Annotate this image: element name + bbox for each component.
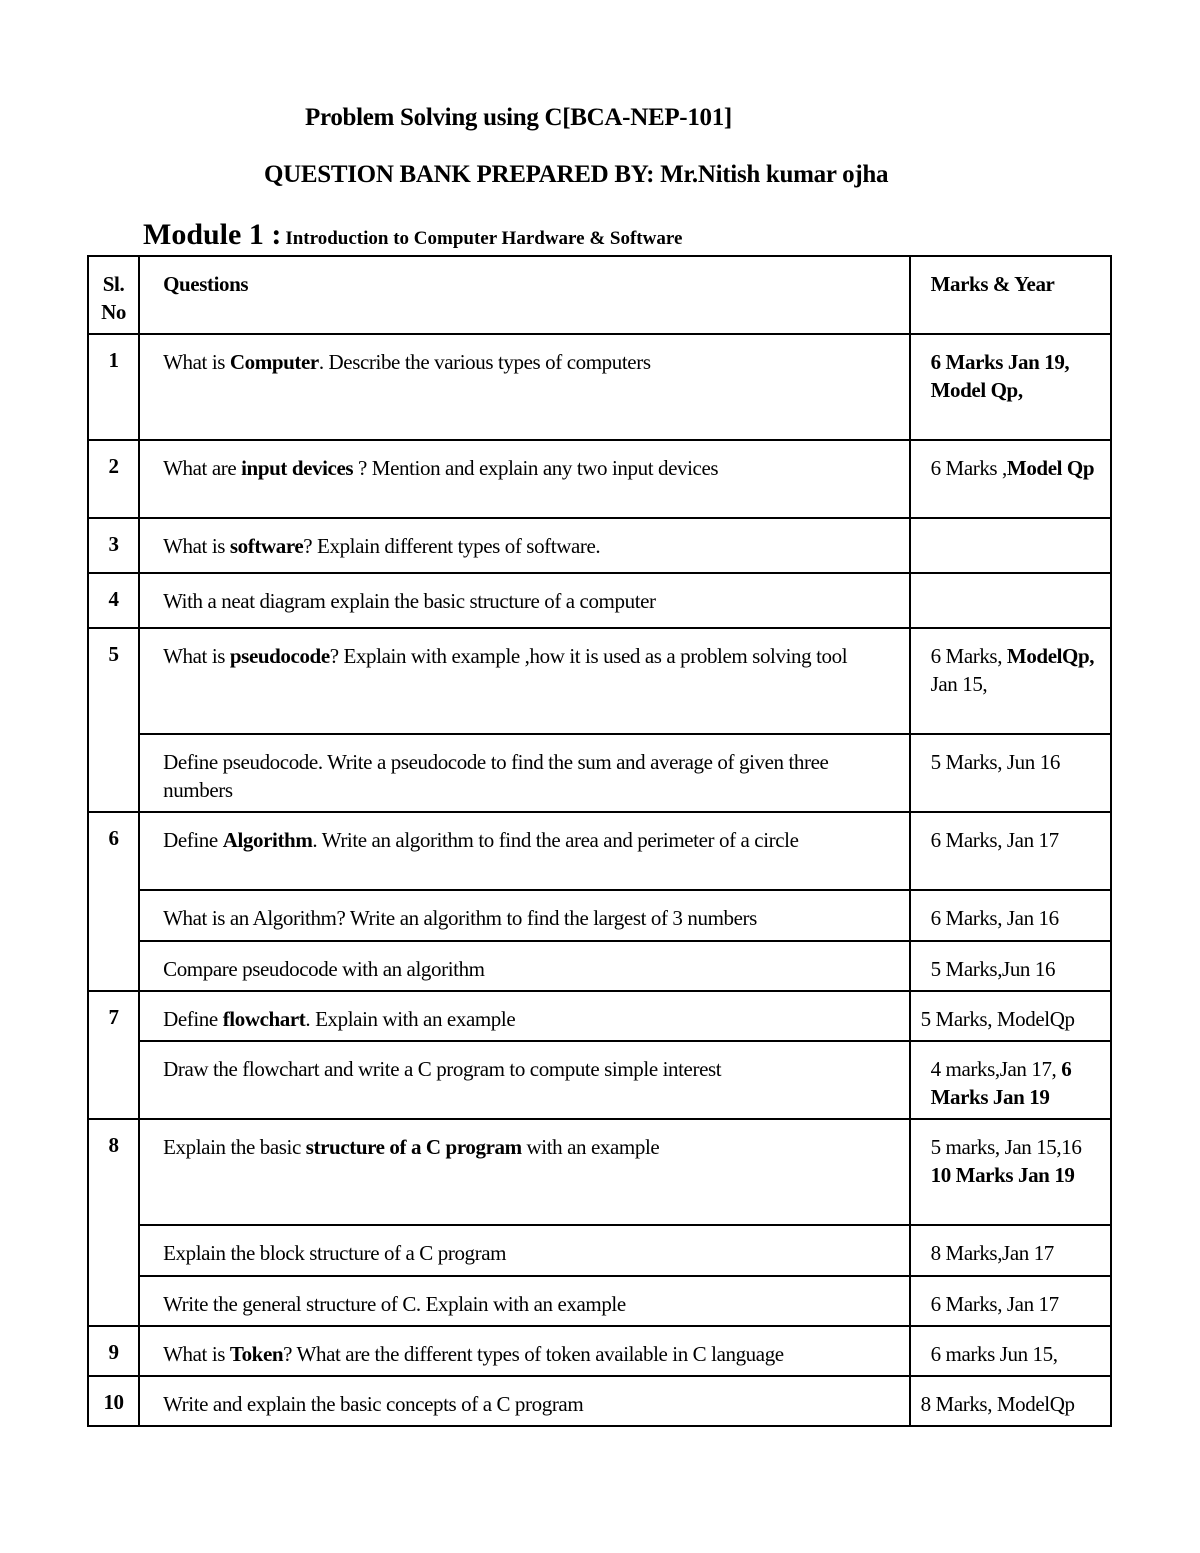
question-cell: Write the general structure of C. Explain with an example [139,1276,910,1326]
question-cell: What are input devices ? Mention and explain any two input devices [139,440,910,518]
module-title: Introduction to Computer Hardware & Software [285,228,683,249]
module-label: Module 1 : [143,218,282,251]
marks-cell: 5 marks, Jan 15,16 10 Marks Jan 19 [910,1119,1111,1225]
question-cell: With a neat diagram explain the basic structure of a computer [139,573,910,628]
question-cell: Define Algorithm. Write an algorithm to find the area and perimeter of a circle [139,812,910,890]
table-row [88,1225,1111,1276]
table-row [88,440,1111,518]
table-row [88,1119,1111,1225]
table-row [88,1326,1111,1376]
table-row [88,628,1111,734]
question-cell: What is an Algorithm? Write an algorithm to find the largest of 3 numbers [139,890,910,941]
document-title: Problem Solving using C[BCA-NEP-101] [305,104,732,131]
document-subtitle: QUESTION BANK PREPARED BY: Mr.Nitish kumar ojha [264,161,889,188]
question-cell: Write and explain the basic concepts of a C program [139,1376,910,1426]
question-cell: Define flowchart. Explain with an example [139,991,910,1041]
marks-cell: 5 Marks, ModelQp [910,991,1111,1041]
question-cell: What is software? Explain different types of software. [139,518,910,573]
marks-cell [910,573,1111,628]
question-cell: Explain the basic structure of a C program with an example [139,1119,910,1225]
marks-cell: 6 Marks Jan 19, Model Qp, [910,334,1111,440]
marks-cell: 6 Marks ,Model Qp [910,440,1111,518]
question-cell: Define pseudocode. Write a pseudocode to find the sum and average of given three numbers [139,734,910,812]
sl-no-cell: 1 [88,334,139,440]
marks-cell: 8 Marks,Jan 17 [910,1225,1111,1276]
sl-no-cell: 8 [88,1119,139,1326]
question-cell: What is pseudocode? Explain with example ,how it is used as a problem solving tool [139,628,910,734]
sl-no-cell: 10 [88,1376,139,1426]
question-cell: Draw the flowchart and write a C program to compute simple interest [139,1041,910,1119]
table-row [88,941,1111,991]
marks-cell: 6 Marks, Jan 17 [910,1276,1111,1326]
marks-cell: 6 Marks, Jan 16 [910,890,1111,941]
question-cell: What is Token? What are the different types of token available in C language [139,1326,910,1376]
sl-no-cell: 9 [88,1326,139,1376]
sl-no-header: Sl. No [88,256,139,334]
marks-cell: 6 Marks, Jan 17 [910,812,1111,890]
question-cell: Compare pseudocode with an algorithm [139,941,910,991]
table-header-row [88,256,1111,334]
table-row [88,1376,1111,1426]
table-row [88,734,1111,812]
questions-header: Questions [139,256,910,334]
table-row [88,1041,1111,1119]
marks-cell [910,518,1111,573]
marks-cell: 5 Marks,Jun 16 [910,941,1111,991]
table-row [88,1276,1111,1326]
question-cell: What is Computer. Describe the various types of computers [139,334,910,440]
marks-year-header: Marks & Year [910,256,1111,334]
sl-no-cell: 2 [88,440,139,518]
table-row [88,334,1111,440]
marks-cell: 8 Marks, ModelQp [910,1376,1111,1426]
table-row [88,890,1111,941]
sl-no-cell: 3 [88,518,139,573]
marks-cell: 6 marks Jun 15, [910,1326,1111,1376]
sl-no-cell: 4 [88,573,139,628]
sl-no-cell: 7 [88,991,139,1119]
table-row [88,812,1111,890]
marks-cell: 6 Marks, ModelQp, Jan 15, [910,628,1111,734]
table-row [88,991,1111,1041]
sl-no-cell: 6 [88,812,139,991]
table-row [88,518,1111,573]
module-heading [143,218,682,252]
table-row [88,573,1111,628]
marks-cell: 5 Marks, Jun 16 [910,734,1111,812]
question-cell: Explain the block structure of a C program [139,1225,910,1276]
sl-no-cell: 5 [88,628,139,812]
question-table [87,255,1112,1427]
marks-cell: 4 marks,Jan 17, 6 Marks Jan 19 [910,1041,1111,1119]
